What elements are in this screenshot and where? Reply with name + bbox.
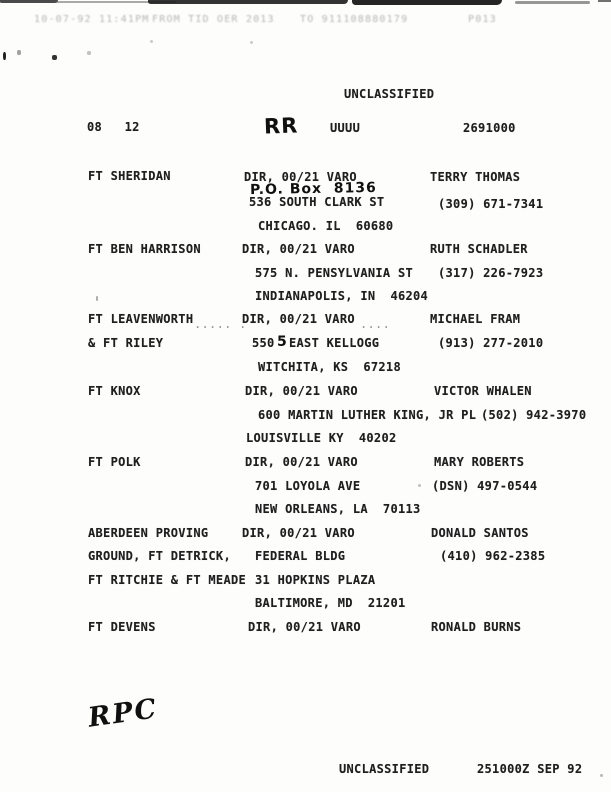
- scan-speck: [3, 52, 6, 60]
- fort-name: FT LEAVENWORTH: [88, 312, 194, 326]
- security-code: UUUU: [330, 121, 361, 135]
- fort-name: FT DEVENS: [88, 620, 156, 634]
- fort-name: & FT RILEY: [88, 336, 164, 350]
- scan-speck: [52, 55, 57, 60]
- scan-speck: [87, 51, 91, 55]
- dir-line: DIR, 00/21 VARO: [245, 455, 358, 469]
- fax-header-segment: P013: [468, 14, 497, 25]
- scan-speck: [250, 41, 253, 44]
- address-line: 31 HOPKINS PLAZA: [255, 573, 376, 587]
- fort-name: ABERDEEN PROVING: [88, 526, 209, 540]
- fax-header-segment: TO 911108880179: [300, 14, 409, 25]
- scan-streak: [148, 0, 348, 4]
- handwritten-digit: 5: [277, 334, 287, 350]
- dir-line: DIR, 00/21 VARO: [242, 312, 355, 326]
- scan-dots: ....: [360, 317, 391, 331]
- fax-header-segment: 10-07-92 11:41PM: [34, 14, 150, 25]
- scan-streak: [598, 0, 611, 2]
- handwritten-note: P.O. Box 8136: [249, 179, 377, 199]
- dir-line: DIR, 00/21 VARO: [244, 170, 357, 184]
- contact-name: VICTOR WHALEN: [434, 384, 532, 398]
- contact-name: TERRY THOMAS: [430, 170, 521, 184]
- scan-speck: [418, 484, 421, 487]
- handwritten-precedence: RR: [263, 113, 299, 139]
- contact-name: DONALD SANTOS: [431, 526, 529, 540]
- contact-name: RUTH SCHADLER: [430, 242, 528, 256]
- address-line: 536 SOUTH CLARK ST: [249, 195, 385, 209]
- contact-name: MICHAEL FRAM: [430, 312, 521, 326]
- scan-speck: [600, 774, 603, 777]
- dir-line: DIR, 00/21 VARO: [242, 242, 355, 256]
- address-line: EAST KELLOGG: [289, 336, 380, 350]
- fort-name: FT POLK: [88, 455, 141, 469]
- fax-header-segment: FROM TID OER 2013: [152, 14, 275, 25]
- scan-speck: [96, 296, 98, 301]
- scan-speck: [150, 40, 153, 43]
- handwritten-initials: RPC: [86, 693, 161, 734]
- scan-streak: [0, 0, 58, 3]
- fort-name: FT RITCHIE & FT MEADE: [88, 573, 247, 587]
- address-line: BALTIMORE, MD 21201: [255, 596, 406, 610]
- address-line: FEDERAL BLDG: [255, 549, 346, 563]
- address-line: INDIANAPOLIS, IN 46204: [255, 289, 429, 303]
- phone-number: (913) 277-2010: [438, 336, 544, 350]
- contact-name: RONALD BURNS: [431, 620, 522, 634]
- classification-footer: UNCLASSIFIED: [339, 762, 430, 776]
- phone-number: (DSN) 497-0544: [432, 479, 538, 493]
- dir-line: DIR, 00/21 VARO: [248, 620, 361, 634]
- fort-name: GROUND, FT DETRICK,: [88, 549, 231, 563]
- classification-header: UNCLASSIFIED: [344, 87, 435, 101]
- address-line: 600 MARTIN LUTHER KING, JR PL: [258, 408, 477, 422]
- address-line: LOUISVILLE KY 40202: [246, 431, 397, 445]
- phone-number: (410) 962-2385: [440, 549, 546, 563]
- scan-streak: [352, 0, 502, 5]
- address-line: 575 N. PENSYLVANIA ST: [255, 266, 414, 280]
- fort-name: FT BEN HARRISON: [88, 242, 201, 256]
- address-line: WITCHITA, KS 67218: [258, 360, 401, 374]
- scan-streak: [515, 1, 590, 4]
- dir-line: DIR, 00/21 VARO: [245, 384, 358, 398]
- doc-number: 2691000: [463, 121, 516, 135]
- fort-name: FT SHERIDAN: [88, 169, 171, 183]
- header-code-left: 08 12: [87, 120, 140, 134]
- address-line: 550: [252, 336, 275, 350]
- scan-dots: ..... .: [194, 317, 247, 331]
- date-time-group: 251000Z SEP 92: [477, 762, 583, 776]
- phone-number: (502) 942-3970: [481, 408, 587, 422]
- address-line: NEW ORLEANS, LA 70113: [255, 502, 421, 516]
- fort-name: FT KNOX: [88, 384, 141, 398]
- scan-speck: [17, 50, 21, 55]
- phone-number: (309) 671-7341: [438, 197, 544, 211]
- dir-line: DIR, 00/21 VARO: [242, 526, 355, 540]
- address-line: CHICAGO. IL 60680: [258, 219, 394, 233]
- address-line: 701 LOYOLA AVE: [255, 479, 361, 493]
- phone-number: (317) 226-7923: [438, 266, 544, 280]
- contact-name: MARY ROBERTS: [434, 455, 525, 469]
